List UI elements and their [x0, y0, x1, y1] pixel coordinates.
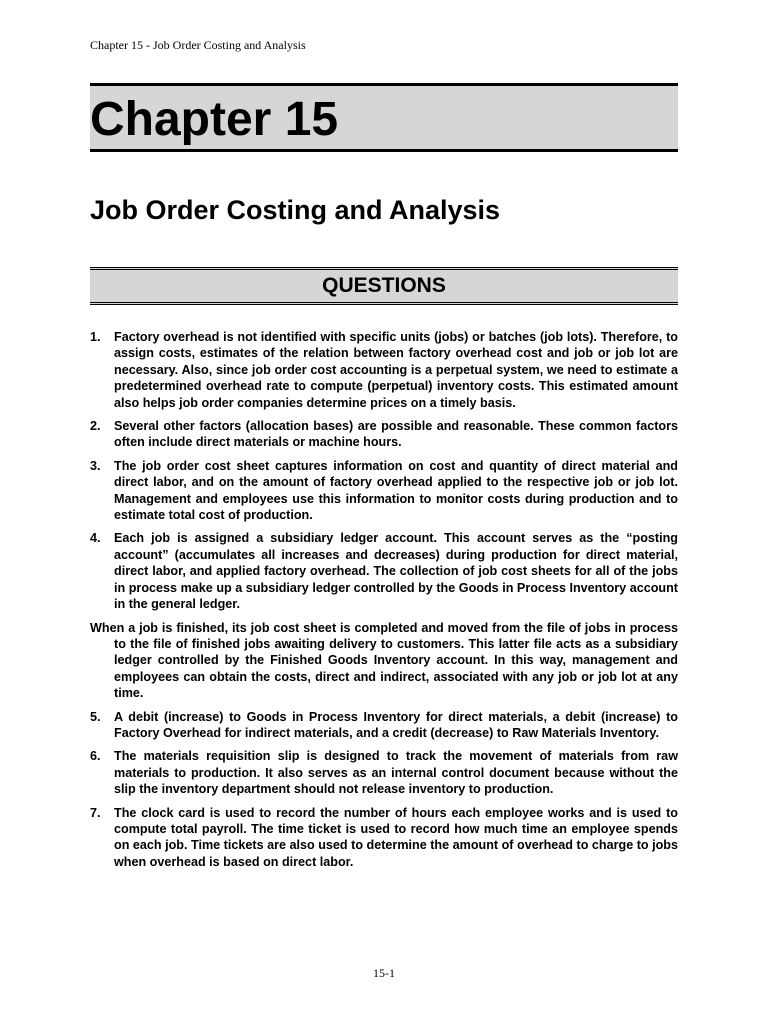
question-item — [90, 458, 678, 524]
question-item — [90, 748, 678, 797]
running-header: Chapter 15 - Job Order Costing and Analysis — [90, 38, 306, 52]
section-banner — [90, 267, 678, 305]
question-item — [90, 805, 678, 871]
question-text: Each job is assigned a subsidiary ledger account. This account serves as the “posting account” (accumulates all increases and decreases) during production for direct material, direct labor, and applied factory overhead. The collection of job cost sheets for all of the jobs in process make up a subsidiary ledger controlled by the Goods in Process Inventory account in the general ledger. — [114, 531, 678, 612]
question-text: Factory overhead is not identified with specific units (jobs) or batches (job lots). Therefore, to assign costs, estimates of the relation between factory overhead cost and job or job lot are necessary. Also, since job order cost accounting is a perpetual system, we need to estimate a predetermined overhead rate to compute (perpetual) inventory costs. This estimated amount also helps job order companies determine prices on a timely basis. — [114, 330, 678, 410]
page-number: 15-1 — [373, 966, 395, 980]
question-text: Several other factors (allocation bases) are possible and reasonable. These common factors often include direct materials or machine hours. — [114, 419, 678, 450]
question-number: 1. — [90, 330, 101, 344]
question-continuation-paragraph — [90, 620, 678, 702]
question-text: The clock card is used to record the number of hours each employee works and is used to compute total payroll. The time ticket is used to record how much time an employee spends on each job. Time tickets are also used to determine the amount of overhead to charge to jobs when overhead is based on direct labor. — [114, 805, 678, 869]
question-text: The materials requisition slip is designed to track the movement of materials from raw materials to production. It also serves as an internal control document because without the slip the inventory department should not release inventory to production. — [114, 749, 678, 797]
question-number: 7. — [90, 805, 101, 820]
question-text: A debit (increase) to Goods in Process Inventory for direct materials, a debit (increase) to Factory Overhead for indirect materials, and a credit (decrease) to Raw Materials Inventory. — [114, 709, 678, 740]
question-item — [90, 329, 678, 411]
question-item — [90, 709, 678, 742]
section-title: QUESTIONS — [322, 274, 446, 297]
question-text: The job order cost sheet captures information on cost and quantity of direct material and direct labor, and on the amount of factory overhead applied to the respective job or job lot. Management and employees use this information to monitor costs during production and to estimate total cost of production. — [114, 458, 678, 523]
chapter-title-banner — [90, 83, 678, 152]
question-number: 6. — [90, 749, 101, 764]
question-number: 2. — [90, 419, 101, 434]
question-number: 4. — [90, 531, 101, 546]
question-number: 5. — [90, 709, 101, 724]
chapter-title: Chapter 15 — [90, 93, 339, 146]
question-number: 3. — [90, 458, 101, 473]
chapter-subtitle: Job Order Costing and Analysis — [90, 195, 501, 225]
question-text: When a job is finished, its job cost sheet is completed and moved from the file of jobs in process to the file of finished jobs awaiting delivery to customers. This latter file acts as a subsidiary ledger controlled by the Finished Goods Inventory account. In this way, management and employees can obtain the costs, direct and indirect, associated with any job or job lot at any time. — [90, 620, 678, 701]
questions-list — [90, 329, 678, 877]
question-item — [90, 418, 678, 451]
question-item — [90, 530, 678, 612]
